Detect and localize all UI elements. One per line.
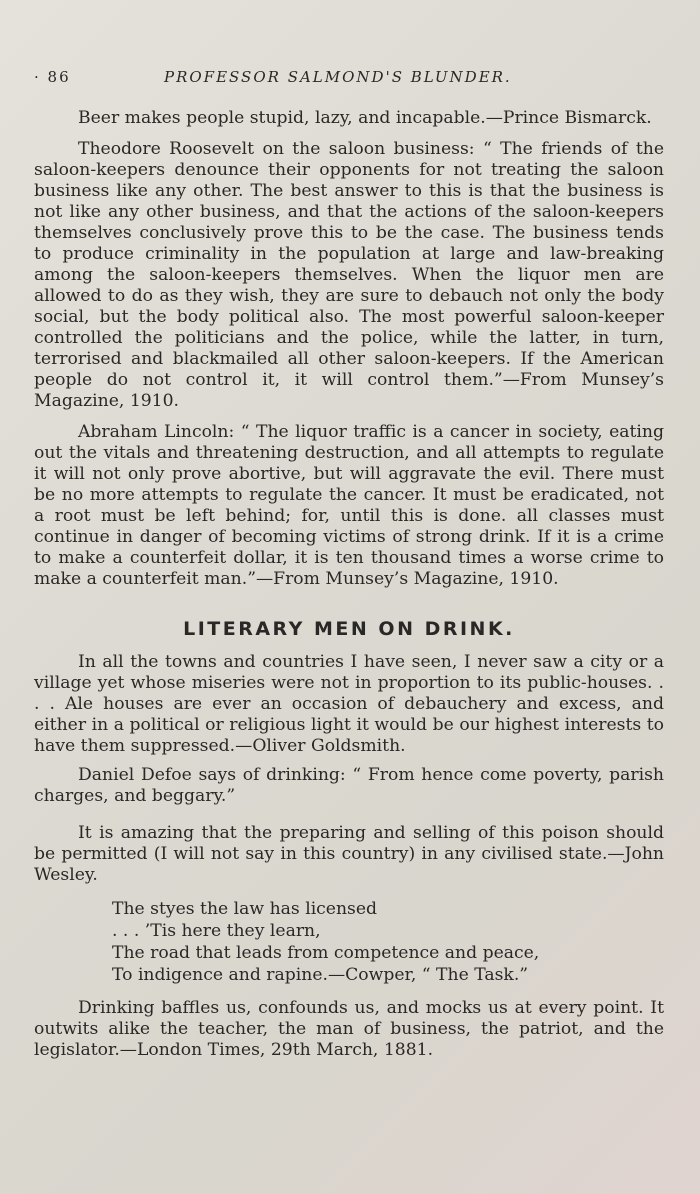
running-title: PROFESSOR SALMOND'S BLUNDER. [164,68,512,86]
poem-quote [112,898,664,986]
paragraph-roosevelt: Theodore Roosevelt on the saloon business: “ The friends of the saloon-keepers denounce their opponents for not treating the saloon business like any other. The best answer to this is that the business is not like any other business, and that the actions of the saloon-keepers themselves conclusively prove this to be the case. The business tends to produce criminality in the population at large and law-breaking among the saloon-keepers themselves. When the liquor men are allowed to do as they wish, they are sure to debauch not only the body social, but the body political also. The most powerful saloon-keeper controlled the politicians and the police, while the latter, in turn, terrorised and blackmailed all other saloon-keepers. If the American people do not control it, it will control them.”—From Munsey’s Magazine, 1910. [34,139,664,411]
section-heading: LITERARY MEN ON DRINK. [183,618,515,640]
page-header [34,68,664,86]
paragraph-lincoln: Abraham Lincoln: “ The liquor traffic is a cancer in society, eating out the vitals and threatening destruction, and all attempts to regulate it will not only prove abortive, but will aggravate the evil. There must be no more attempts to regulate the cancer. It must be eradicated, not a root must be left behind; for, until this is done. all classes must continue in danger of becoming victims of strong drink. If it is a crime to make a counterfeit dollar, it is ten thousand times a worse crime to make a counterfeit man.”—From Munsey’s Magazine, 1910. [34,422,664,589]
paragraph-goldsmith: In all the towns and countries I have seen, I never saw a city or a village yet whose miseries were not in proportion to its public-houses. . . . Ale houses are ever an occasion of debauchery and excess, and either in a political or religious light it would be our highest interests to have them suppressed.—Oliver Goldsmith. [34,652,664,756]
paragraph-defoe: Daniel Defoe says of drinking: “ From hence come poverty, parish charges, and beggary.” [34,765,664,806]
poem-line: . . . ’Tis here they learn, [112,921,321,941]
paragraph-wesley: It is amazing that the preparing and selling of this poison should be permitted (I will not say in this country) in any civilised state.—John Wesley. [34,823,664,885]
paragraph-london-times: Drinking baffles us, confounds us, and mocks us at every point. It outwits alike the teacher, the man of business, the patriot, and the legislator.—London Times, 29th March, 1881. [34,998,664,1060]
page-number: · 86 [34,68,71,86]
poem-line: The styes the law has licensed [112,899,378,919]
poem-line: To indigence and rapine.—Cowper, “ The Task.” [112,965,529,985]
book-page [34,68,664,1061]
paragraph-bismarck: Beer makes people stupid, lazy, and incapable.—Prince Bismarck. [78,108,652,128]
poem-line: The road that leads from competence and peace, [112,943,540,963]
